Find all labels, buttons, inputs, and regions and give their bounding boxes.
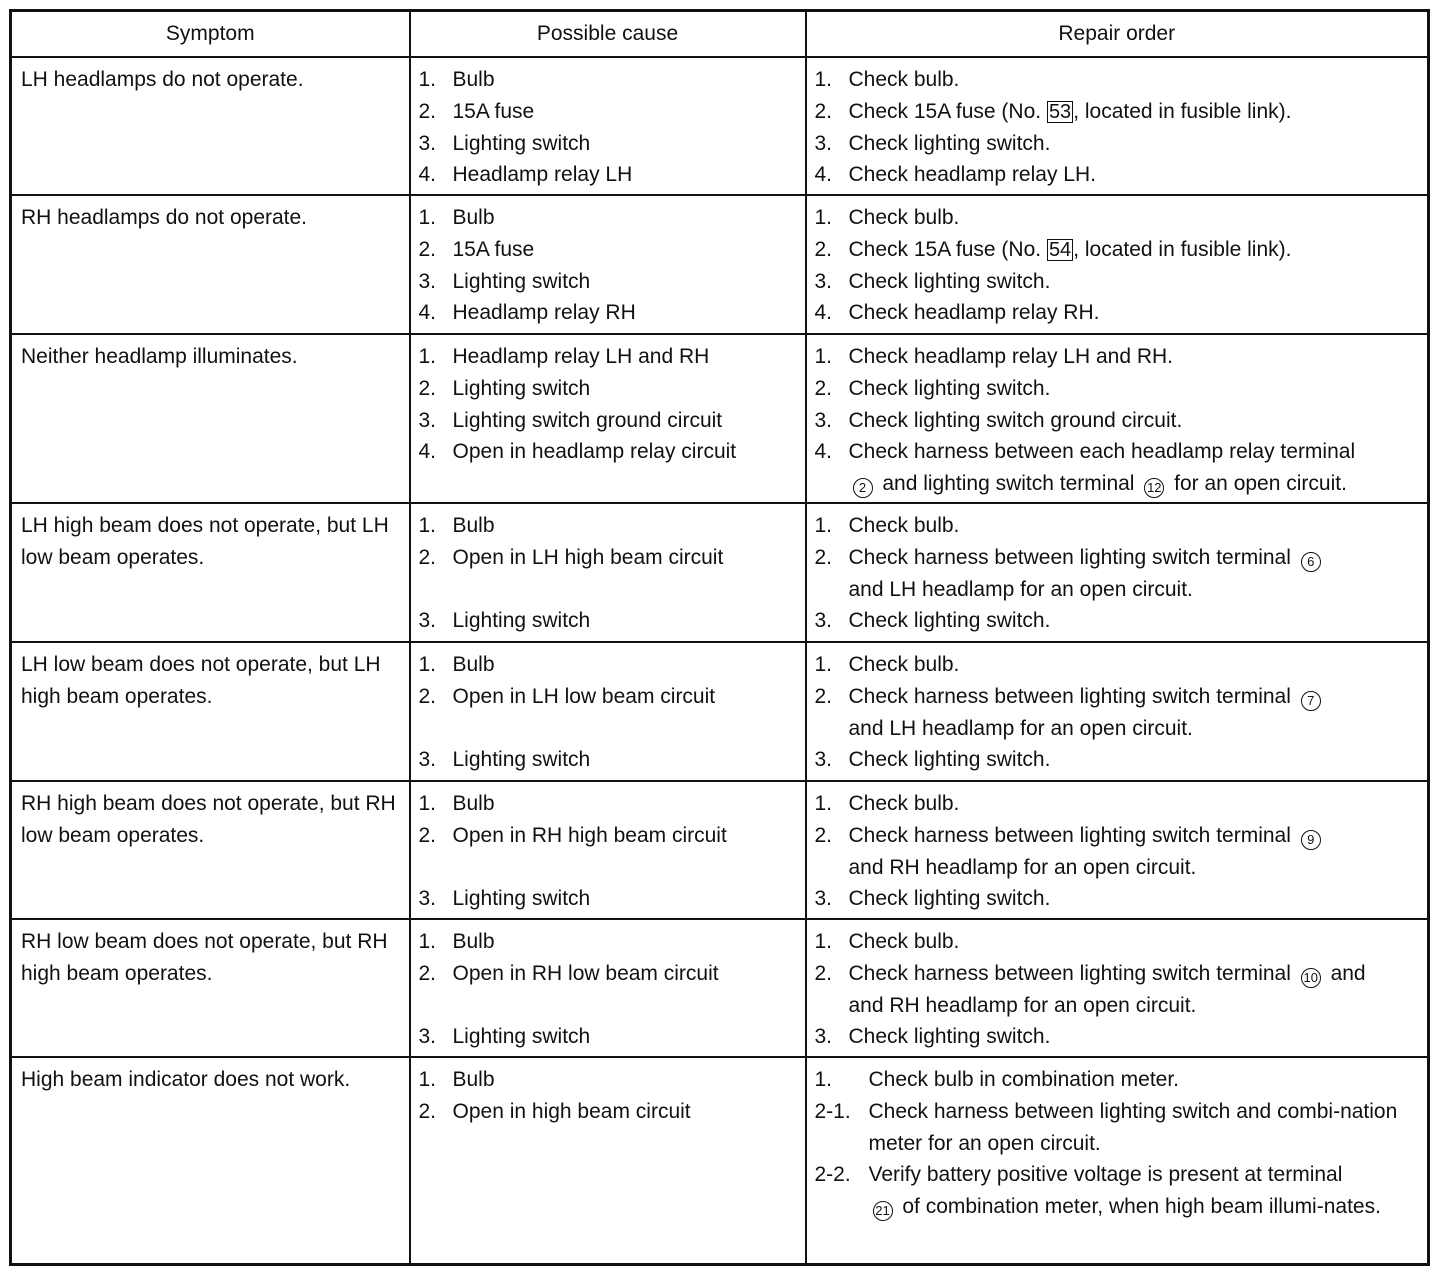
cause-item: 1. Bulb [418,1068,495,1091]
repair-item: 1. Check bulb. [814,68,960,91]
repair-item: 3. Check lighting switch. [814,748,1051,772]
repair-item: 3. Check lighting switch. [814,1025,1051,1049]
header-possible-cause: Possible cause [410,11,806,58]
repair-item: 1. Check bulb in combination meter. [814,1068,1179,1091]
repair-cell [806,57,1429,195]
cause-item: 1. Bulb [418,514,495,537]
cause-item: 3. Lighting switch [418,1025,591,1049]
symptom-cell: RH high beam does not operate, but RH low beam operates. [11,781,410,919]
repair-cell [806,503,1429,642]
symptom-cell: LH high beam does not operate, but LH low beam operates. [11,503,410,642]
repair-item: 1. Check bulb. [814,930,960,953]
cause-cell [410,195,806,334]
cause-item: 3. Lighting switch [418,609,591,633]
terminal-number-circle: 6 [1301,552,1321,572]
terminal-number-circle: 7 [1301,691,1321,711]
repair-item: 2-2. Verify battery positive voltage is present at terminal 21 of combination meter, when high beam illumi-nates. [815,1159,1422,1223]
cause-cell [410,334,806,503]
symptom-cell: High beam indicator does not work. [11,1057,410,1265]
symptom-cell: LH low beam does not operate, but LH high beam operates. [11,642,410,781]
cause-item: 3. Lighting switch [418,269,591,293]
cause-item: 3. Lighting switch [418,131,591,155]
symptom-cell: RH headlamps do not operate. [11,195,410,334]
repair-item: 4. Check headlamp relay RH. [814,301,1100,325]
cause-item: 2. Open in LH low beam circuit [418,684,716,708]
repair-item: 2. Check harness between lighting switch terminal 6 and LH headlamp for an open circuit. [815,542,1422,606]
repair-item: 2. Check 15A fuse (No. 53, located in fusible link). [814,99,1292,123]
cause-list [419,788,799,915]
symptom-cell: LH headlamps do not operate. [11,57,410,195]
cause-item: 1. Bulb [418,68,495,91]
table-row [11,642,1429,781]
cause-item: 4. Open in headlamp relay circuit [418,440,737,464]
cause-list [419,64,799,191]
cause-cell [410,919,806,1057]
cause-item: 3. Lighting switch [418,887,591,911]
header-repair-order: Repair order [806,11,1429,58]
cause-item: 1. Bulb [418,792,495,815]
repair-list [815,510,1422,637]
repair-item: 2. Check harness between lighting switch terminal 7 and LH headlamp for an open circuit. [815,681,1422,745]
repair-list [815,341,1422,500]
cause-item: 2. Open in LH high beam circuit [418,545,724,569]
cause-list [419,202,799,329]
cause-cell [410,642,806,781]
repair-item: 3. Check lighting switch. [814,269,1051,293]
repair-item: 1. Check bulb. [814,792,960,815]
repair-cell [806,1057,1429,1265]
repair-item: 3. Check lighting switch. [814,131,1051,155]
repair-item: 2. Check harness between lighting switch terminal 10 and and RH headlamp for an open circuit. [814,961,1366,1017]
cause-item: 2. Open in RH low beam circuit [418,961,719,985]
repair-item: 2. Check harness between lighting switch terminal 9 and RH headlamp for an open circuit. [815,820,1422,884]
repair-item: 3. Check lighting switch ground circuit. [814,408,1183,432]
repair-list [815,1064,1422,1223]
repair-item: 2-1. Check harness between lighting switch and combi-nation meter for an open circuit. [814,1099,1398,1155]
repair-list [815,926,1422,1053]
cause-item: 1. Headlamp relay LH and RH [418,345,710,368]
repair-cell [806,195,1429,334]
cause-item: 1. Bulb [418,206,495,229]
repair-item: 1. Check headlamp relay LH and RH. [814,345,1173,368]
symptom-cell: RH low beam does not operate, but RH high beam operates. [11,919,410,1057]
spacer [419,852,799,884]
repair-item: 3. Check lighting switch. [814,887,1051,911]
cause-item: 3. Lighting switch [418,748,591,772]
terminal-number-circle: 12 [1144,478,1164,498]
table-row [11,334,1429,503]
repair-item: 2. Check 15A fuse (No. 54, located in fusible link). [814,237,1292,261]
cause-list [419,649,799,776]
repair-item: 1. Check bulb. [814,653,960,676]
table-row [11,503,1429,642]
repair-cell [806,919,1429,1057]
repair-item: 4. Check headlamp relay LH. [814,163,1096,187]
spacer [419,713,799,745]
repair-list [815,788,1422,915]
cause-item: 1. Bulb [418,653,495,676]
cause-item: 2. Lighting switch [418,376,591,400]
cause-item: 2. 15A fuse [418,237,535,261]
table-row [11,57,1429,195]
cause-item: 2. Open in high beam circuit [418,1099,691,1123]
symptom-cell: Neither headlamp illuminates. [11,334,410,503]
cause-list [419,1064,799,1128]
spacer [419,990,799,1022]
header-row [11,11,1429,58]
cause-list [419,341,799,468]
terminal-number-circle: 2 [853,478,873,498]
repair-cell [806,642,1429,781]
fuse-number-box: 54 [1048,238,1072,261]
table-row [11,919,1429,1057]
repair-list [815,202,1422,329]
cause-item: 3. Lighting switch ground circuit [418,408,723,432]
repair-item: 4. Check harness between each headlamp relay terminal 2 and lighting switch terminal 12 for an open circuit. [815,436,1422,500]
cause-item: 1. Bulb [418,930,495,953]
repair-list [815,64,1422,191]
troubleshooting-table [9,9,1430,1266]
terminal-number-circle: 10 [1301,968,1321,988]
cause-item: 4. Headlamp relay RH [418,301,636,325]
spacer [419,574,799,606]
terminal-number-circle: 9 [1301,830,1321,850]
repair-item: 1. Check bulb. [814,514,960,537]
cause-item: 2. Open in RH high beam circuit [418,823,727,847]
repair-item: 3. Check lighting switch. [814,609,1051,633]
repair-cell [806,334,1429,503]
table-row [11,1057,1429,1265]
repair-list [815,649,1422,776]
cause-cell [410,1057,806,1265]
fuse-number-box: 53 [1048,100,1072,123]
repair-item: 2. Check lighting switch. [814,376,1051,400]
cause-list [419,926,799,1053]
repair-cell [806,781,1429,919]
cause-item: 4. Headlamp relay LH [418,163,633,187]
repair-item: 1. Check bulb. [814,206,960,229]
cause-cell [410,503,806,642]
table-row [11,195,1429,334]
table-row [11,781,1429,919]
header-symptom: Symptom [11,11,410,58]
cause-cell [410,781,806,919]
cause-list [419,510,799,637]
terminal-number-circle: 21 [873,1201,893,1221]
cause-item: 2. 15A fuse [418,99,535,123]
cause-cell [410,57,806,195]
